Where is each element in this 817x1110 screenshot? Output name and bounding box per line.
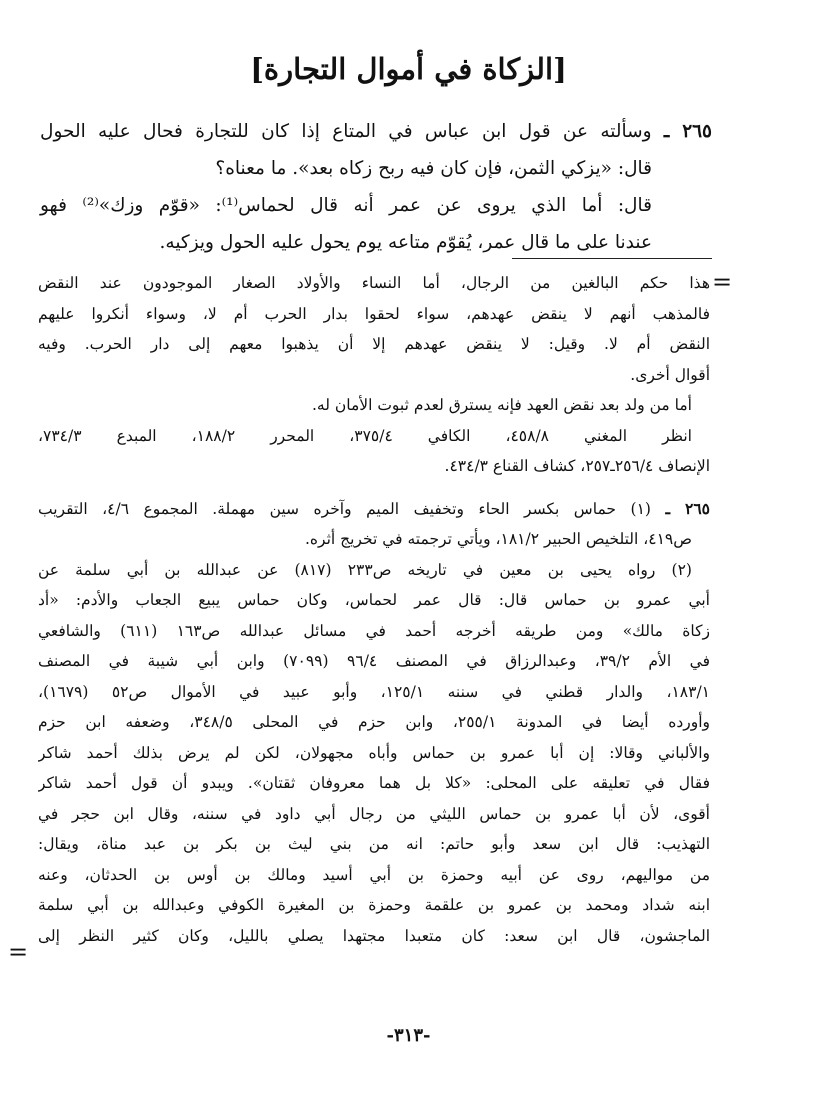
footnote-line: فقال في تعليقه على المحلى: «كلا بل هما معروفان ثقتان». ويبدو أن قول أحمد شاكر [38,774,710,792]
footnote-line: وأورده أيضا في المدونة ٢٥٥/١، وابن حزم في المحلى ٣٤٨/٥، وضعفه ابن حزم [38,713,710,731]
entry-line [40,113,712,150]
entry-number: ٢٦٥ ـ [663,121,712,142]
footnote-line: ص٤١٩، التلخيص الحبير ١٨١/٢، ويأتي ترجمته في تخريج أثره. [304,530,692,548]
continue-mark: = [8,938,29,966]
footnote-line: والألباني وقالا: إن أبا عمرو بن حماس وأباه مجهولان، لكن لم يرض بذلك أحمد شاكر [38,743,710,762]
footnote-line [38,494,710,525]
footnote-line: هذا حكم البالغين من الرجال، أما النساء والأولاد الصغار الموجودون عند النقض [38,274,710,292]
notes-number: ٢٦٥ ـ [665,498,710,518]
footnotes [38,268,710,951]
entry-line: قال: «يزكي الثمن، فإن كان فيه ربح زكاه بعد». ما معناه؟ [215,158,652,179]
entry-line: قال: أما الذي يروى عن عمر أنه قال لحماس⁽¹⁾: «قوّم وزك»⁽²⁾ فهو [40,195,652,216]
footnote-line: (٢) رواه يحيى بن معين في تاريخه ص٢٣٣ (٨١٧) عن عبدالله بن أبي سلمة عن [38,560,692,579]
section-heading: [الزكاة في أموال التجارة] [250,52,567,86]
entry-line: عندنا على ما قال عمر، يُقوّم متاعه يوم يحول عليه الحول ويزكيه. [159,232,652,253]
footnote-text: (١) حماس بكسر الحاء وتخفيف الميم وآخره سين مهملة. المجموع ٤/٦، التقريب [38,499,651,518]
footnote-line: زكاة مالك» ومن طريقه أخرجه أحمد في مسائل عبدالله ص١٦٣ (٦١١) والشافعي [38,621,710,640]
footnote-line: أما من ولد بعد نقض العهد فإنه يسترق لعدم ثبوت الأمان له. [311,396,692,414]
footnote-line: ١٨٣/١، والدار قطني في سننه ١٢٥/١، وأبو عبيد في الأموال ص٥٢ (١٦٧٩)، [38,682,710,701]
footnote-line: أبي عمرو بن حماس قال: قال عمر لحماس، وكان حماس يبيع الجعاب والأدم: «أد [38,591,710,609]
footnote-line: الإنصاف ٢٥٦/٤ـ٢٥٧، كشاف القناع ٤٣٤/٣. [444,457,710,475]
footnote-separator [512,258,712,259]
entry-text: وسألته عن قول ابن عباس في المتاع إذا كان للتجارة فحال عليه الحول [40,121,652,142]
page-number: -٣١٣- [386,1025,431,1046]
footnote-line: من مواليهم، روى عن أبيه وحمزة بن أبي أسيد ومالك بن أوس بن الحدثان، وعنه [38,865,710,884]
footnote-line: فالمذهب أنهم لا ينقض عهدهم، سواء لحقوا بدار الحرب أم لا، وسواء أنكروا عليهم [38,304,710,323]
main-entry [40,113,712,261]
footnote-line: الماجشون، قال ابن سعد: كان متعبدا مجتهدا يصلي بالليل، وكان كثير النظر إلى [38,926,710,945]
footnote-line: انظر المغني ٤٥٨/٨، الكافي ٣٧٥/٤، المحرر ١٨٨/٢، المبدع ٧٣٤/٣، [38,426,692,445]
footnote-line: النقض أم لا. وقيل: لا ينقض عهدهم إلا أن يذهبوا معهم إلى دار الحرب. وفيه [38,335,710,353]
footnote-line: التهذيب: قال ابن سعد وأبو حاتم: انه من بني ليث بن بكر بن عبد مناة، ويقال: [38,835,710,853]
footnote-line: أقوال أخرى. [630,365,710,384]
footnote-line: ابنه شداد ومحمد بن عمرو بن علقمة وحمزة بن المغيرة الكوفي وعبدالله بن أبي سلمة [38,896,710,914]
footnote-line: أقوى، لأن أبا عمرو بن حماس الليثي من رجال أبي داود في سننه، وقال ابن حجر في [38,804,710,823]
continuation-mark: = [712,268,733,296]
footnote-line: في الأم ٣٩/٢، وعبدالرزاق في المصنف ٩٦/٤ (٧٠٩٩) وابن أبي شيبة في المصنف [38,652,710,670]
